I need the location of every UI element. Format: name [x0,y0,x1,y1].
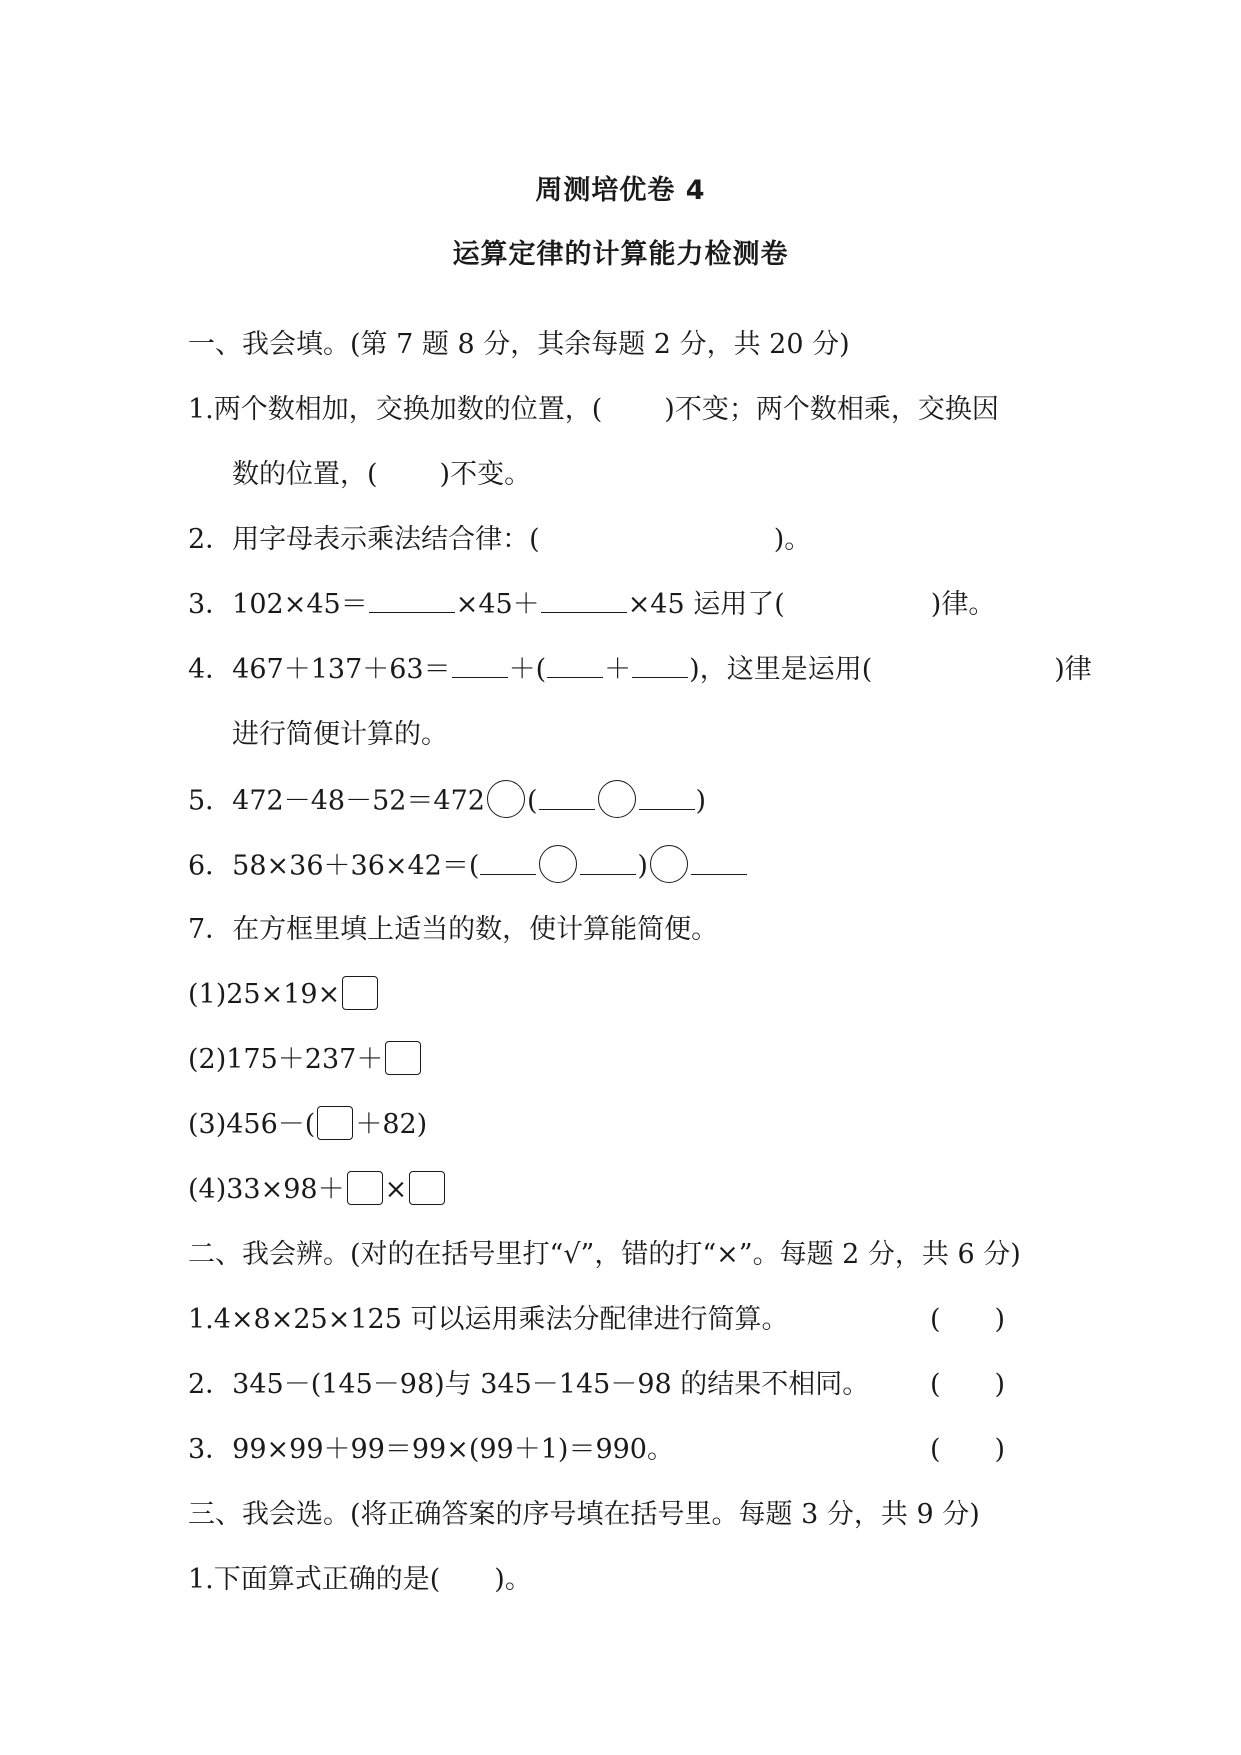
q3-blank-1[interactable] [369,588,455,613]
q1-text-d: )不变。 [439,459,532,490]
q3-text-b: ×45＋ [455,589,540,620]
q1-text-a: 1.两个数相加，交换加数的位置，( [188,394,603,425]
question-1-line-1 [188,393,999,427]
section-1-heading: 一、我会填。(第 7 题 8 分，其余每题 2 分，共 20 分) [188,329,850,360]
q5-blank-1[interactable] [539,785,595,810]
q7-3-box[interactable] [317,1106,353,1140]
q6-operator-circle-2[interactable] [650,845,688,883]
q5-text-b: ( [526,785,538,817]
question-6 [188,848,748,882]
q4-text-d: )，这里是运用( [689,654,873,685]
q6-text-a: 6．58×36＋36×42＝( [188,850,480,882]
page-subtitle: 运算定律的计算能力检测卷 [452,239,789,270]
section-2-heading: 二、我会辨。(对的在括号里打“√”，错的打“×”。每题 2 分，共 6 分) [188,1239,1021,1270]
question-2 [188,523,811,557]
judge-item-2: 2．345－(145－98)与 345－145－98 的结果不相同。 [188,1369,870,1400]
judge-item-1: 1.4×8×25×125 可以运用乘法分配律进行简算。 [188,1304,789,1335]
q7-3-text-b: ＋82) [355,1109,428,1140]
q7-2-text: (2)175＋237＋ [188,1044,384,1075]
choice-question-1: 1.下面算式正确的是( )。 [188,1564,532,1595]
q6-text-b: ) [637,850,648,882]
q7-2-box[interactable] [385,1041,421,1075]
q5-text-a: 5．472－48－52＝472 [188,785,485,817]
q3-text-a: 3．102×45＝ [188,589,368,620]
question-7-4 [188,1173,447,1207]
page-title: 周测培优卷 4 [535,175,706,206]
judge-item-2-answer[interactable]: ( ) [930,1369,1006,1400]
q4-text-b: ＋( [508,654,547,685]
q5-operator-circle-1[interactable] [487,780,525,818]
q7-4-box-2[interactable] [409,1171,445,1205]
q4-blank-1[interactable] [452,653,508,678]
q4-blank-3[interactable] [632,653,688,678]
question-1-line-2 [232,458,531,492]
q4-text-c: ＋ [604,654,632,685]
q6-blank-1[interactable] [480,850,536,875]
q2-text-a: 2．用字母表示乘法结合律：( [188,524,540,555]
q3-text-d: )律。 [930,589,996,620]
question-7-3 [188,1108,427,1142]
q3-text-c: ×45 运用了( [627,589,785,620]
q7-4-box-1[interactable] [347,1171,383,1205]
question-3 [188,588,995,622]
q2-text-b: )。 [773,524,812,555]
q7-4-text-b: × [384,1174,408,1205]
judge-item-3: 3．99×99＋99＝99×(99＋1)＝990。 [188,1434,674,1465]
q5-text-c: ) [695,785,707,817]
q6-blank-3[interactable] [691,850,747,875]
q6-blank-2[interactable] [580,850,636,875]
section-3-heading: 三、我会选。(将正确答案的序号填在括号里。每题 3 分，共 9 分) [188,1499,980,1530]
question-5 [188,783,706,817]
question-7: 7．在方框里填上适当的数，使计算能简便。 [188,914,719,945]
q6-operator-circle-1[interactable] [539,845,577,883]
q7-1-text: (1)25×19× [188,979,341,1010]
judge-item-1-answer[interactable]: ( ) [930,1304,1006,1335]
judge-item-3-answer[interactable]: ( ) [930,1434,1006,1465]
q7-3-text-a: (3)456－( [188,1109,316,1140]
question-4-line-1 [188,653,1092,687]
question-4-line-2: 进行简便计算的。 [232,719,448,750]
q4-text-a: 4．467＋137＋63＝ [188,654,451,685]
q7-4-text-a: (4)33×98＋ [188,1174,345,1205]
question-7-1 [188,978,380,1012]
q5-operator-circle-2[interactable] [598,780,636,818]
q1-text-b: )不变；两个数相乘，交换因 [664,394,999,425]
q7-1-box[interactable] [342,976,378,1010]
q4-text-e: )律 [1054,654,1092,685]
question-7-2 [188,1043,423,1077]
q5-blank-2[interactable] [639,785,695,810]
q1-text-c: 数的位置，( [232,459,378,490]
q3-blank-2[interactable] [541,588,627,613]
q4-blank-2[interactable] [547,653,603,678]
